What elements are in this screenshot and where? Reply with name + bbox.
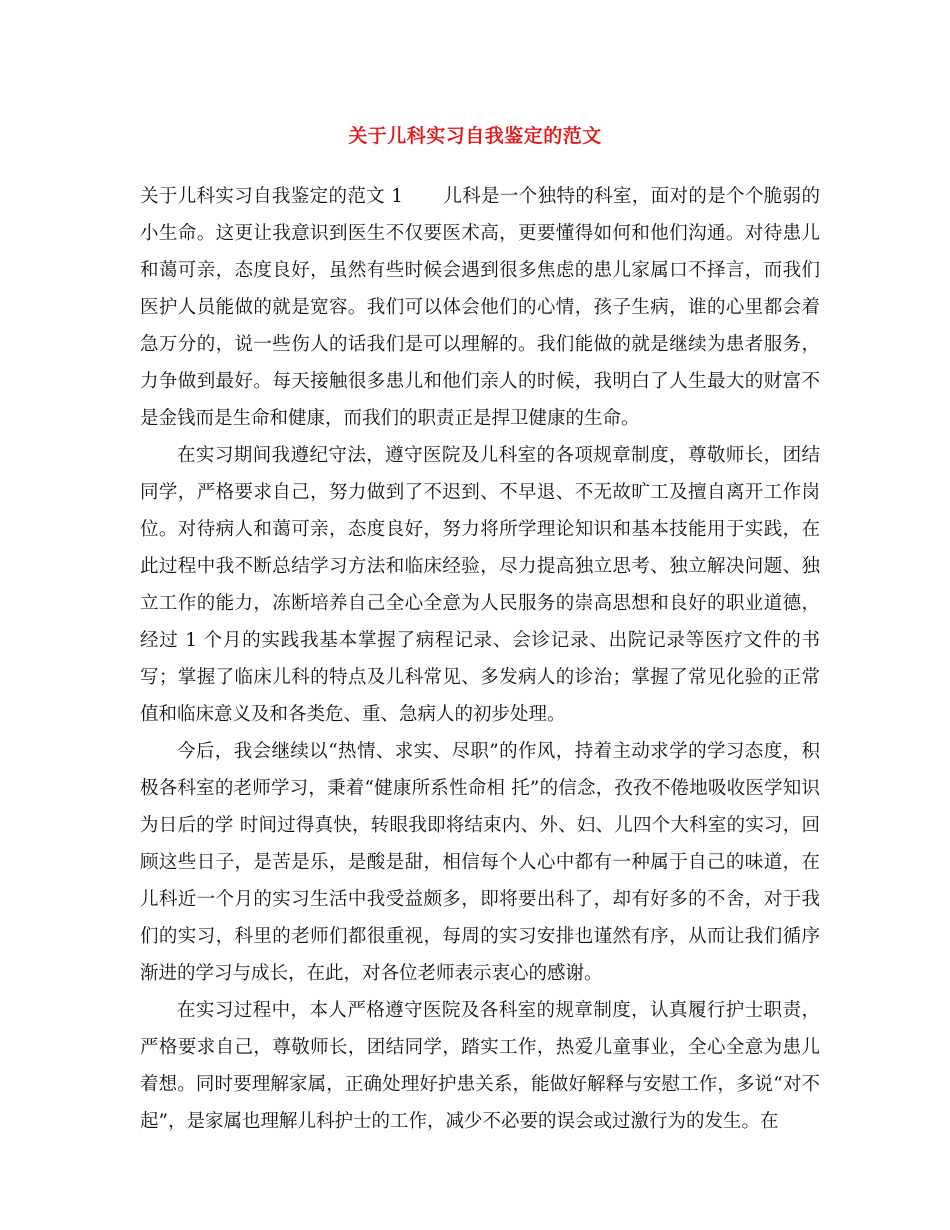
document-title: 关于儿科实习自我鉴定的范文 bbox=[348, 125, 602, 147]
paragraph-3: 今后，我会继续以“热情、求实、尽职”的作风，持着主动求学的学习态度，积极各科室的老师学习，秉着“健康所系性命相 托”的信念，孜孜不倦地吸收医学知识为日后的学 时间过得真快，转眼我即将结束内、外、妇、儿四个大科室的实习，回顾这些日子，是苦是乐，是酸是甜，相信每个人心中都有一种属于自己的味道，在儿科近一个月的实习生活中我受益颇多，即将要出科了，却有好多的不舍，对于我们的实习，科里的老师们都很重视，每周的实习安排也谨然有序，从而让我们循序渐进的学习与成长，在此，对各位老师表示衷心的感谢。 bbox=[140, 741, 820, 984]
document-body bbox=[140, 178, 820, 1140]
paragraph-1 bbox=[140, 178, 820, 437]
paragraph-4: 在实习过程中，本人严格遵守医院及各科室的规章制度，认真履行护士职责，严格要求自己，尊敬师长，团结同学，踏实工作，热爱儿童事业，全心全意为患儿着想。同时要理解家属，正确处理好护患关系，能做好解释与安慰工作，多说“对不起”，是家属也理解儿科护士的工作，减少不必要的误会或过激行为的发生。在 bbox=[140, 1000, 820, 1132]
paragraph-2: 在实习期间我遵纪守法，遵守医院及儿科室的各项规章制度，尊敬师长，团结同学，严格要求自己，努力做到了不迟到、不早退、不无故旷工及擅自离开工作岗位。对待病人和蔼可亲，态度良好，努力将所学理论知识和基本技能用于实践，在此过程中我不断总结学习方法和临床经验，尽力提高独立思考、独立解决问题、独立工作的能力，冻断培养自己全心全意为人民服务的崇高思想和良好的职业道德，经过 1 个月的实践我基本掌握了病程记录、会诊记录、出院记录等医疗文件的书写；掌握了临床儿科的特点及儿科常见、多发病人的诊治；掌握了常见化验的正常值和临床意义及和各类危、重、急病人的初步处理。 bbox=[140, 445, 820, 725]
paragraph-text: 儿科是一个独特的科室，面对的是个个脆弱的小生命。这更让我意识到医生不仅要医术高，更要懂得如何和他们沟通。对待患儿和蔼可亲，态度良好，虽然有些时候会遇到很多焦虑的患儿家属口不择言，而我们医护人员能做的就是宽容。我们可以体会他们的心情，孩子生病，谁的心里都会着急万分的，说一些伤人的话我们是可以理解的。我们能做的就是继续为患者服务，力争做到最好。每天接触很多患儿和他们亲人的时候，我明白了人生最大的财富不是金钱而是生命和健康，而我们的职责正是捍卫健康的生命。 bbox=[140, 186, 820, 429]
paragraph-heading: 关于儿科实习自我鉴定的范文 1 bbox=[140, 186, 404, 207]
